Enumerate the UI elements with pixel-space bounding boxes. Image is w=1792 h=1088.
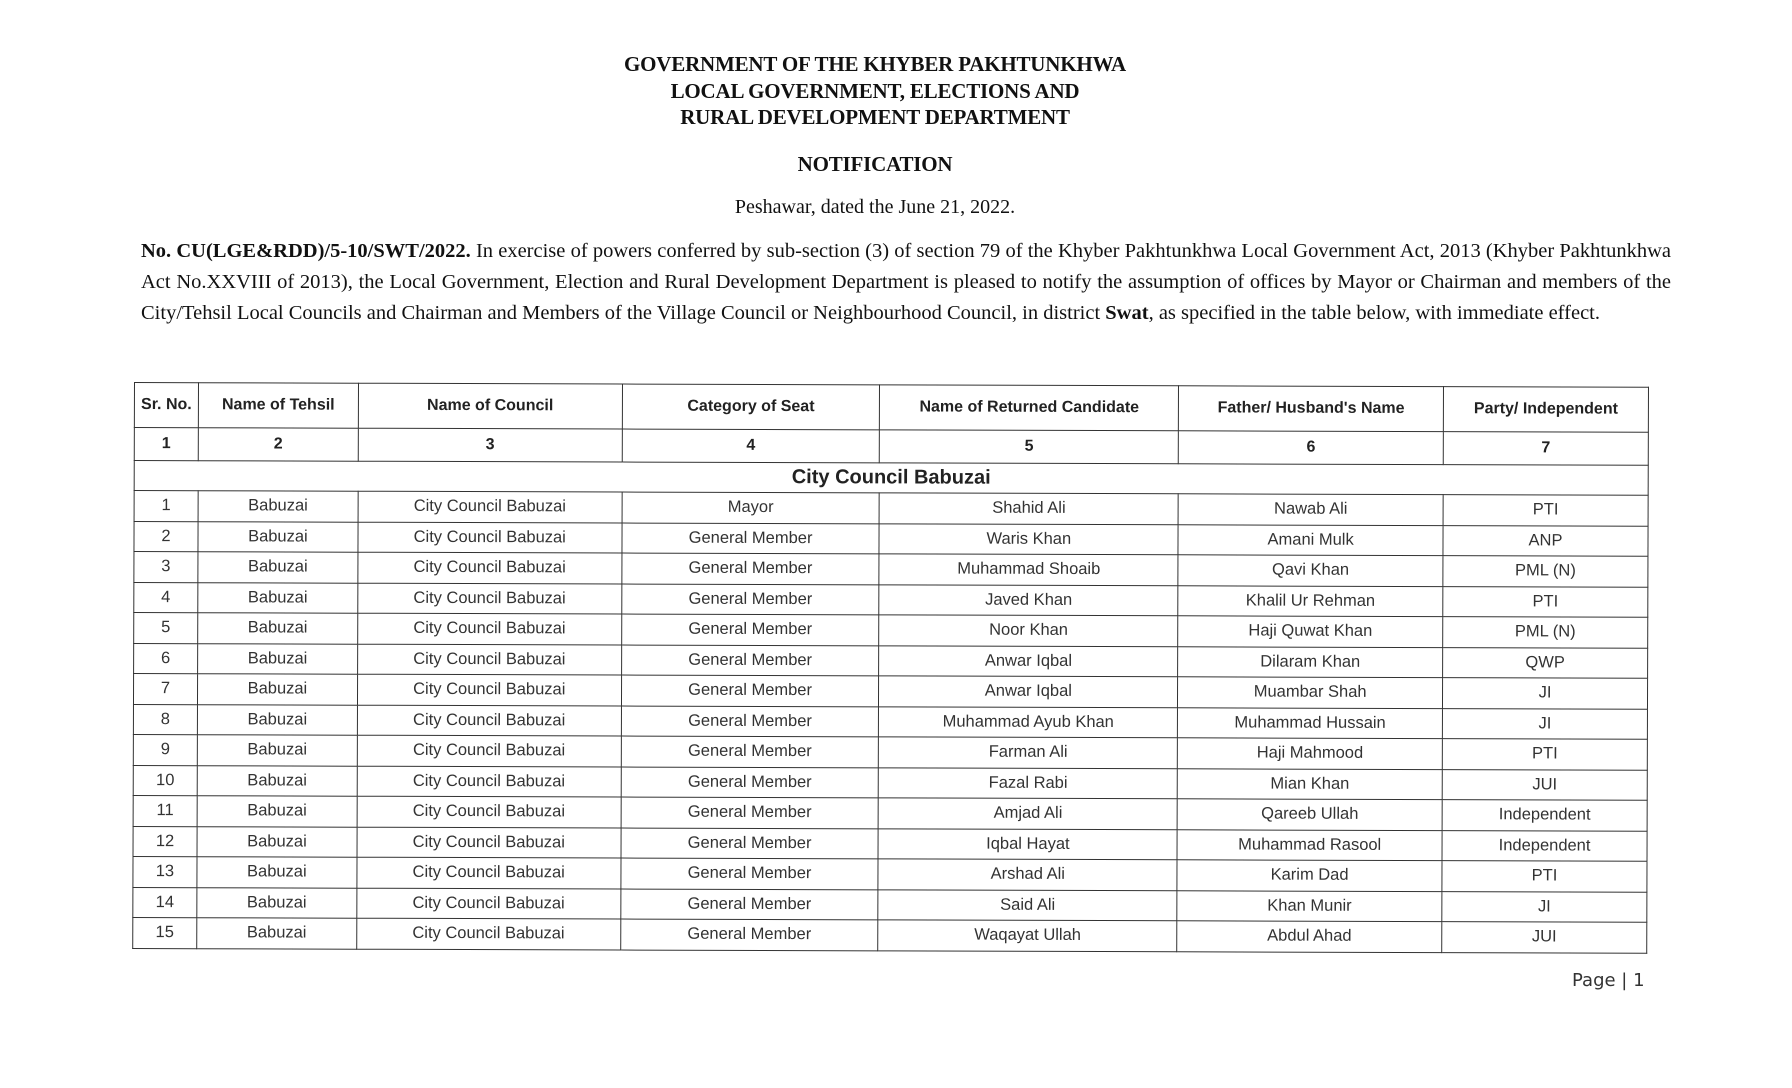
seat-category-cell: Mayor xyxy=(622,492,880,523)
header-department-line1: LOCAL GOVERNMENT, ELECTIONS AND xyxy=(670,79,1080,103)
candidate-cell: Anwar Iqbal xyxy=(879,645,1178,676)
council-cell: City Council Babuzai xyxy=(357,857,621,888)
table-row xyxy=(133,765,1647,800)
page-number: Page | 1 xyxy=(1572,970,1645,991)
candidate-cell: Iqbal Hayat xyxy=(878,828,1177,859)
tehsil-cell: Babuzai xyxy=(198,643,358,674)
father-husband-cell: Dilaram Khan xyxy=(1178,646,1443,677)
col-header-council: Name of Council xyxy=(358,383,622,429)
col-header-sr-no: Sr. No. xyxy=(134,383,198,428)
council-cell: City Council Babuzai xyxy=(358,491,622,522)
seat-category-cell: General Member xyxy=(622,553,880,584)
tehsil-cell: Babuzai xyxy=(198,491,358,522)
district-name: Swat xyxy=(1105,302,1149,324)
col-number: 5 xyxy=(880,430,1179,464)
candidate-cell: Javed Khan xyxy=(879,584,1178,615)
section-header-row xyxy=(134,461,1648,496)
sr-no-cell: 1 xyxy=(134,491,198,522)
table-row xyxy=(133,826,1647,861)
sr-no-cell: 12 xyxy=(133,826,197,857)
party-cell: JI xyxy=(1442,891,1647,922)
col-header-party: Party/ Independent xyxy=(1443,387,1648,433)
col-header-seat-category: Category of Seat xyxy=(622,384,880,430)
sr-no-cell: 9 xyxy=(133,734,197,765)
tehsil-cell: Babuzai xyxy=(198,552,358,583)
tehsil-cell: Babuzai xyxy=(198,582,358,613)
col-number: 4 xyxy=(622,429,880,463)
father-husband-cell: Muhammad Hussain xyxy=(1178,707,1443,738)
notification-title: NOTIFICATION xyxy=(797,152,953,176)
father-husband-cell: Haji Mahmood xyxy=(1178,738,1443,769)
table-row xyxy=(133,674,1647,709)
candidate-cell: Muhammad Shoaib xyxy=(879,554,1178,585)
council-cell: City Council Babuzai xyxy=(357,918,621,949)
sr-no-cell: 14 xyxy=(133,887,197,918)
council-cell: City Council Babuzai xyxy=(358,583,622,614)
seat-category-cell: General Member xyxy=(621,858,879,889)
candidate-cell: Anwar Iqbal xyxy=(879,676,1178,707)
col-header-father-husband: Father/ Husband's Name xyxy=(1179,386,1444,432)
father-husband-cell: Haji Quwat Khan xyxy=(1178,616,1443,647)
father-husband-cell: Nawab Ali xyxy=(1178,494,1443,525)
notification-body xyxy=(141,236,1671,329)
col-header-candidate: Name of Returned Candidate xyxy=(880,385,1179,431)
sr-no-cell: 6 xyxy=(134,643,198,674)
sr-no-cell: 2 xyxy=(134,521,198,552)
sr-no-cell: 3 xyxy=(134,552,198,583)
col-number: 6 xyxy=(1178,431,1443,465)
reference-number: No. CU(LGE&RDD)/5-10/SWT/2022. xyxy=(141,240,471,262)
seat-category-cell: General Member xyxy=(621,797,879,828)
council-cell: City Council Babuzai xyxy=(357,705,621,736)
candidate-cell: Fazal Rabi xyxy=(879,767,1178,798)
council-cell: City Council Babuzai xyxy=(358,552,622,583)
party-cell: JI xyxy=(1442,708,1647,739)
seat-category-cell: General Member xyxy=(621,645,879,676)
tehsil-cell: Babuzai xyxy=(197,918,357,949)
candidate-cell: Noor Khan xyxy=(879,615,1178,646)
col-header-tehsil: Name of Tehsil xyxy=(198,383,358,429)
tehsil-cell: Babuzai xyxy=(197,765,357,796)
father-husband-cell: Amani Mulk xyxy=(1178,524,1443,555)
father-husband-cell: Karim Dad xyxy=(1177,860,1442,891)
party-cell: ANP xyxy=(1443,525,1648,556)
seat-category-cell: General Member xyxy=(621,767,879,798)
council-cell: City Council Babuzai xyxy=(357,644,621,675)
council-cell: City Council Babuzai xyxy=(358,613,622,644)
table-row xyxy=(134,521,1648,556)
candidates-table xyxy=(132,382,1649,953)
dateline: Peshawar, dated the June 21, 2022. xyxy=(734,196,1016,218)
party-cell: PML (N) xyxy=(1443,556,1648,587)
council-cell: City Council Babuzai xyxy=(357,796,621,827)
candidate-cell: Amjad Ali xyxy=(879,798,1178,829)
father-husband-cell: Khalil Ur Rehman xyxy=(1178,585,1443,616)
party-cell: PTI xyxy=(1442,739,1647,770)
section-title: City Council Babuzai xyxy=(134,461,1648,496)
sr-no-cell: 15 xyxy=(133,917,197,948)
council-cell: City Council Babuzai xyxy=(357,827,621,858)
table-row xyxy=(134,643,1648,678)
council-cell: City Council Babuzai xyxy=(357,674,621,705)
col-number: 2 xyxy=(198,428,358,462)
table-row xyxy=(134,582,1648,617)
tehsil-cell: Babuzai xyxy=(197,857,357,888)
table-row xyxy=(133,917,1647,952)
sr-no-cell: 5 xyxy=(134,613,198,644)
seat-category-cell: General Member xyxy=(622,523,880,554)
father-husband-cell: Mian Khan xyxy=(1177,768,1442,799)
council-cell: City Council Babuzai xyxy=(358,522,622,553)
father-husband-cell: Abdul Ahad xyxy=(1177,921,1442,952)
party-cell: JUI xyxy=(1442,769,1647,800)
party-cell: Independent xyxy=(1442,800,1647,831)
seat-category-cell: General Member xyxy=(621,736,879,767)
tehsil-cell: Babuzai xyxy=(197,674,357,705)
header-department-line2: RURAL DEVELOPMENT DEPARTMENT xyxy=(680,105,1070,129)
party-cell: PML (N) xyxy=(1443,617,1648,648)
party-cell: JI xyxy=(1443,678,1648,709)
table-row xyxy=(133,856,1647,891)
tehsil-cell: Babuzai xyxy=(197,796,357,827)
col-number: 3 xyxy=(358,428,622,462)
candidate-cell: Waqayat Ullah xyxy=(878,920,1177,951)
seat-category-cell: General Member xyxy=(621,584,879,615)
tehsil-cell: Babuzai xyxy=(197,704,357,735)
header-government: GOVERNMENT OF THE KHYBER PAKHTUNKHWA xyxy=(624,52,1126,76)
candidate-cell: Arshad Ali xyxy=(878,859,1177,890)
party-cell: PTI xyxy=(1443,586,1648,617)
table-row xyxy=(133,734,1647,769)
father-husband-cell: Muambar Shah xyxy=(1178,677,1443,708)
table-header-row xyxy=(134,383,1648,433)
party-cell: QWP xyxy=(1443,647,1648,678)
seat-category-cell: General Member xyxy=(620,889,878,920)
seat-category-cell: General Member xyxy=(621,828,879,859)
candidate-cell: Farman Ali xyxy=(879,737,1178,768)
sr-no-cell: 10 xyxy=(133,765,197,796)
table-row xyxy=(134,491,1648,526)
seat-category-cell: General Member xyxy=(621,706,879,737)
candidate-cell: Shahid Ali xyxy=(880,493,1179,524)
tehsil-cell: Babuzai xyxy=(197,826,357,857)
tehsil-cell: Babuzai xyxy=(197,735,357,766)
table-row xyxy=(133,795,1647,830)
table-row xyxy=(133,887,1647,922)
body-text-1: In exercise of powers conferred by sub-section (3) of section 79 of the Khyber Pakhtunkhwa Local Government Act, 2013 (Khyber Pakhtunkhwa Act No.XXVIII of 2013), the Local Government, Election and Rural Development Department is pleased to notify the assumption of offices by Mayor or Chairman and members of the City/Tehsil Local Councils and Chairman and Members of the Village Council or Neighbourhood Council, in district xyxy=(141,240,1671,324)
col-number: 1 xyxy=(134,428,198,461)
council-cell: City Council Babuzai xyxy=(357,735,621,766)
father-husband-cell: Qavi Khan xyxy=(1178,555,1443,586)
party-cell: Independent xyxy=(1442,830,1647,861)
sr-no-cell: 8 xyxy=(133,704,197,735)
tehsil-cell: Babuzai xyxy=(198,521,358,552)
tehsil-cell: Babuzai xyxy=(198,613,358,644)
body-text-2: , as specified in the table below, with immediate effect. xyxy=(1148,302,1600,324)
col-number: 7 xyxy=(1443,432,1648,466)
seat-category-cell: General Member xyxy=(621,614,879,645)
column-number-row xyxy=(134,428,1648,466)
father-husband-cell: Muhammad Rasool xyxy=(1177,829,1442,860)
seat-category-cell: General Member xyxy=(621,675,879,706)
table-row xyxy=(133,704,1647,739)
sr-no-cell: 7 xyxy=(133,674,197,705)
candidate-cell: Muhammad Ayub Khan xyxy=(879,706,1178,737)
tehsil-cell: Babuzai xyxy=(197,887,357,918)
party-cell: PTI xyxy=(1443,495,1648,526)
party-cell: PTI xyxy=(1442,861,1647,892)
council-cell: City Council Babuzai xyxy=(357,888,621,919)
council-cell: City Council Babuzai xyxy=(357,766,621,797)
seat-category-cell: General Member xyxy=(620,919,878,950)
sr-no-cell: 13 xyxy=(133,856,197,887)
sr-no-cell: 4 xyxy=(134,582,198,613)
candidate-cell: Said Ali xyxy=(878,889,1177,920)
father-husband-cell: Qareeb Ullah xyxy=(1177,799,1442,830)
party-cell: JUI xyxy=(1442,922,1647,953)
table-row xyxy=(134,552,1648,587)
sr-no-cell: 11 xyxy=(133,795,197,826)
table-row xyxy=(134,613,1648,648)
father-husband-cell: Khan Munir xyxy=(1177,890,1442,921)
candidate-cell: Waris Khan xyxy=(879,523,1178,554)
